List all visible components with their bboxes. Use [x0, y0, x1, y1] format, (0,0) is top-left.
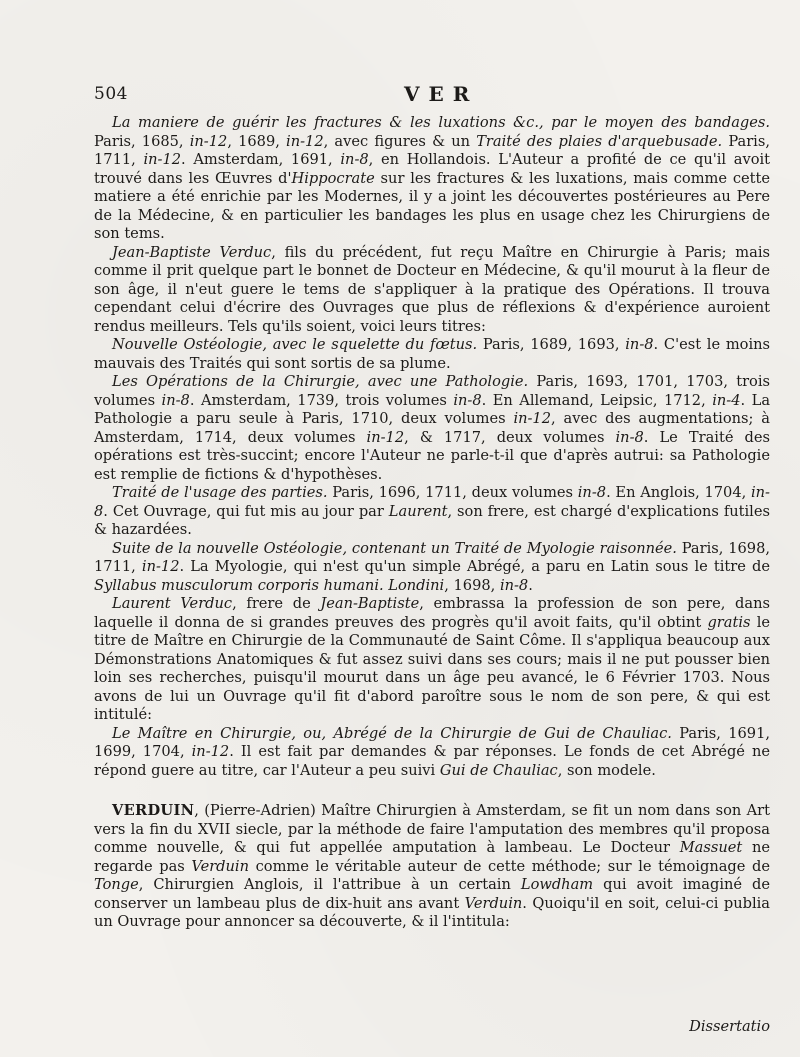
text-run: . C'est le moins mauvais des Traités qui sont sortis de sa plume.	[94, 336, 770, 372]
text-run: . Quoiqu'il en soit, celui-ci publia un Ouvrage pour annoncer sa découverte, & il l'intitula:	[94, 894, 770, 930]
italic-run: Massuet	[679, 839, 743, 856]
paragraph-maitre-en-chirurgie	[94, 725, 770, 781]
text-run: le titre de Maître en Chirurgie de la Communauté de Saint Côme. Il s'appliqua beaucoup aux Démonstrations Anatomiques & fut assez suivi dans ses cours; mais il ne put pousser bien loin ses recherches, puisqu'il mourut dans un âge peu avancé, le 6 Février 1703. Nous avons de lui un Ouvrage qu'il fit d'abord paroître sous le nom de son pere, & qui est intitulé:	[94, 613, 770, 723]
text-run: Paris, 1689, 1693,	[477, 336, 626, 353]
text-run: , embrassa la profession de son pere, dans laquelle il donna de si grandes preuves des progrès qu'il avoit faits, qu'il obtint	[94, 595, 770, 631]
text-run: . La Myologie, qui n'est qu'un simple Abrégé, a paru en Latin sous le titre de	[179, 558, 771, 575]
entry-verduin	[94, 802, 770, 932]
italic-run: Les Opérations de la Chirurgie, avec une Pathologie.	[112, 373, 529, 390]
italic-run: in-8	[340, 151, 369, 168]
text-run: , 1689,	[227, 132, 287, 150]
paragraph-laurent-verduc	[94, 595, 770, 725]
page-header	[94, 78, 770, 108]
italic-run: Le Maître en Chirurgie, ou, Abrégé de la Chirurgie de Gui de Chauliac.	[112, 724, 672, 742]
italic-run: Laurent Verduc	[112, 595, 233, 612]
text-run: . Amsterdam, 1691,	[181, 151, 341, 168]
text-run: , en Hollandois. L'Auteur a profité de ce qu'il avoit trouvé dans les Œuvres d'	[94, 151, 771, 187]
paragraph-suite-osteologie	[94, 540, 770, 596]
paragraph-verduc-treatise	[94, 114, 770, 244]
text-run: Paris, 1711,	[94, 132, 770, 168]
text-run: Paris, 1698, 1711,	[94, 539, 770, 575]
italic-run: Hippocrate	[291, 169, 375, 187]
text-run: , frere de	[232, 595, 321, 612]
paragraph-usage-des-parties	[94, 484, 770, 540]
text-run: . La Pathologie a paru seule à Paris, 1710, deux volumes	[94, 391, 771, 427]
italic-run: in-8	[453, 391, 482, 409]
text-run: Paris, 1685,	[94, 132, 190, 150]
text-run: , avec des augmentations; à Amsterdam, 1714, deux volumes	[94, 410, 770, 446]
text-run: . Le Traité des opérations est très-succint; encore l'Auteur ne parle-t-il que d'après autrui: sa Pathologie est remplie de fictions & d'hypothèses.	[94, 428, 770, 483]
text-run: ne regarde pas	[94, 839, 770, 875]
text-run: sur les fractures & les luxations, mais comme cette matiere a été enrichie par les Modernes, il y a joint les découvertes postérieures au Pere de la Médecine, & en particulier les bandages les plus en usage chez les Chirurgiens de son tems.	[94, 169, 770, 242]
text-run: . En Anglois, 1704,	[606, 484, 751, 501]
italic-run: in-8	[615, 428, 644, 446]
italic-run: La maniere de guérir les fractures & les luxations &c., par le moyen des bandages.	[112, 114, 770, 131]
italic-run: Gui de Chauliac	[439, 761, 558, 779]
italic-run: Verduin	[464, 894, 523, 912]
italic-run: in-8	[94, 484, 770, 520]
text-run: Paris, 1691, 1699, 1704,	[94, 724, 770, 760]
italic-run: in-8	[625, 336, 654, 353]
italic-run: Suite de la nouvelle Ostéologie, contenant un Traité de Myologie raisonnée.	[112, 539, 677, 557]
paragraph-nouvelle-osteologie	[94, 336, 770, 373]
running-head: VER	[404, 82, 479, 106]
italic-run: in-12	[141, 558, 180, 575]
text-run: . Cet Ouvrage, qui fut mis au jour par	[103, 502, 389, 520]
text-run: . Il est fait par demandes & par réponses. Le fonds de cet Abrégé ne répond guere au titre, car l'Auteur a peu suivi	[94, 743, 770, 779]
italic-run: in-12	[191, 743, 230, 760]
italic-run: Verduin	[191, 857, 249, 875]
text-run: Paris, 1696, 1711, deux volumes	[327, 484, 578, 501]
page-number: 504	[94, 84, 128, 104]
paragraph-jean-baptiste-verduc	[94, 244, 770, 337]
italic-run: in-8	[499, 576, 529, 594]
italic-run: Tonge	[94, 876, 139, 893]
text-run: , fils du précédent, fut reçu Maître en Chirurgie à Paris; mais comme il prit quelque part le bonnet de Docteur en Médecine, & qu'il mourut à la fleur de son âge, il n'eut guere le tems de s'appliquer à la pratique des Opérations. Il trouva cependant celui d'écrire des Ouvrages que plus de réflexions & d'expérience auroient rendus meilleurs. Tels qu'ils soient, voici leurs titres:	[94, 243, 770, 335]
italic-run: in-12	[189, 132, 228, 150]
italic-run: Jean-Baptiste	[320, 595, 420, 612]
italic-run: in-4	[712, 391, 741, 409]
italic-run: in-12	[286, 132, 324, 150]
text-run: , Chirurgien Anglois, il l'attribue à un certain	[138, 876, 521, 893]
italic-run: Traité de l'usage des parties.	[112, 484, 328, 501]
entry-headword: VERDUIN	[112, 802, 195, 819]
italic-run: in-8	[161, 391, 190, 409]
text-run: , son frere, est chargé d'explications futiles & hazardées.	[94, 502, 770, 538]
italic-run: Nouvelle Ostéologie, avec le squelette du fœtus.	[112, 336, 478, 353]
text-run: , son modele.	[557, 761, 656, 779]
text-run: , (Pierre-Adrien) Maître Chirurgien à Amsterdam, se fit un nom dans son Art vers la fin du XVII siecle, par la méthode de faire l'amputation des membres qu'il proposa comme nouvelle, & qui fut appellée amputation à lambeau. Le Docteur	[94, 802, 770, 856]
italic-run: Syllabus musculorum corporis humani. Londini	[94, 576, 445, 594]
text-run: qui avoit imaginé de conserver un lambeau plus de dix-huit ans avant	[94, 876, 770, 912]
text-run: Paris, 1693, 1701, 1703, trois volumes	[94, 373, 770, 409]
italic-run: in-12	[513, 410, 552, 427]
text-run: , & 1717, deux volumes	[404, 428, 616, 446]
italic-run: in-8	[577, 484, 607, 501]
text-run: . Amsterdam, 1739, trois volumes	[189, 391, 454, 409]
text-run: , avec figures & un	[323, 132, 477, 150]
italic-run: Traité des plaies d'arquebusade.	[476, 132, 723, 150]
text-run: . En Allemand, Leipsic, 1712,	[481, 391, 713, 409]
italic-run: in-12	[366, 428, 405, 446]
italic-run: in-12	[143, 151, 182, 168]
italic-run: Lowdham	[520, 876, 594, 893]
body-text	[94, 114, 770, 932]
text-run: .	[528, 576, 533, 594]
text-run: comme le véritable auteur de cette méthode; sur le témoignage de	[249, 857, 770, 875]
italic-run: Laurent	[388, 502, 448, 520]
italic-run: Jean-Baptiste Verduc	[112, 243, 272, 261]
italic-run: gratis	[707, 613, 751, 631]
catchword: Dissertatio	[689, 1018, 770, 1035]
text-run: , 1698,	[444, 576, 500, 594]
paragraph-operations-chirurgie	[94, 373, 770, 484]
